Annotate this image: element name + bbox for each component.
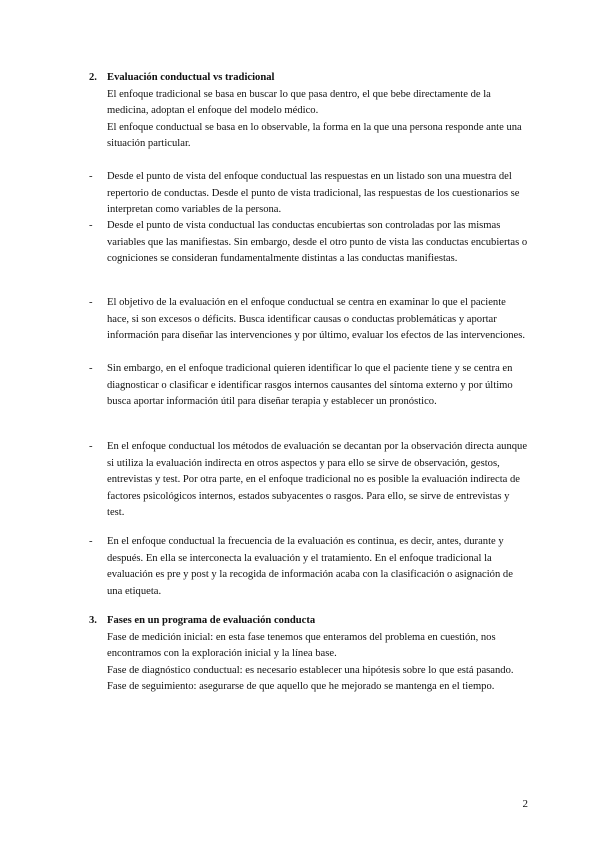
section-3-title: Fases en un programa de evaluación conducta [107,615,316,626]
section-3-heading [89,613,529,630]
bullet-text: Sin embargo, en el enfoque tradicional quieren identificar lo que el paciente tiene y se centra en diagnosticar o clasificar e identificar rasgos internos causantes del síntoma externo y por último busca aportar información útil para diseñar terapia y establecer un pronóstico. [107,363,513,408]
bullet-text: En el enfoque conductual los métodos de evaluación se decantan por la observación directa aunque si utiliza la evaluación indirecta en otros aspectos y para ello se sirve de observación, gestos, entrevistas y test. Por otra parte, en el enfoque tradicional no es posible la evaluación indirecta de factores psicológicos internos, estados subyacentes o rasgos. Para ello, se sirve de entrevistas y test. [107,441,528,519]
bullet-text: En el enfoque conductual la frecuencia de la evaluación es continua, es decir, antes, durante y después. En ella se interconecta la evaluación y el tratamiento. En el enfoque tradicional la evaluación es pre y post y la recogida de información acaba con la clasificación o asignación de una etiqueta. [107,536,513,597]
bullet-item [89,534,529,600]
section-3-number: 3. [89,615,97,626]
bullet-dash: - [89,171,93,182]
bullet-item [89,295,529,345]
section-2-number: 2. [89,72,97,83]
section-3-paragraph-3: Fase de seguimiento: asegurarse de que aquello que he mejorado se mantenga en el tiempo. [107,681,495,693]
bullet-dash: - [89,363,93,374]
bullet-dash: - [89,220,93,231]
section-2-paragraph-1: El enfoque tradicional se basa en buscar lo que pasa dentro, el que bebe directamente de la medicina, adoptan el enfoque del modelo médico. [107,88,491,117]
section-2-paragraph-2: El enfoque conductual se basa en lo observable, la forma en la que una persona responde ante una situación particular. [107,121,522,150]
section-2-heading [89,70,529,87]
bullet-text: Desde el punto de vista del enfoque conductual las respuestas en un listado son una muestra del repertorio de conductas. Desde el punto de vista tradicional, las respuestas de los cuestionarios se interpretan como variables de la persona. [107,171,520,216]
section-3 [89,613,529,696]
section-3-paragraph-1: Fase de medición inicial: en esta fase tenemos que enteramos del problema en cuestión, nos encontramos con la exploración inicial y la línea base. [107,631,496,660]
bullet-dash: - [89,297,93,308]
section-2-title: Evaluación conductual vs tradicional [107,72,275,83]
bullet-item [89,218,529,268]
bullet-item [89,169,529,219]
section-3-paragraph-2: Fase de diagnóstico conductual: es necesario establecer una hipótesis sobre lo que está pasando. [107,664,514,676]
bullet-dash: - [89,441,93,452]
bullet-text: Desde el punto de vista conductual las conductas encubiertas son controladas por las mismas variables que las manifiestas. Sin embargo, desde el otro punto de vista las conductas encubiertas o cogniciones se consideran fundamentalmente distintas a las conductas manifiestas. [107,220,528,265]
bullet-item [89,439,529,522]
bullet-text: El objetivo de la evaluación en el enfoque conductual se centra en examinar lo que el paciente hace, si son excesos o déficits. Busca identificar causas o conductas problemáticas y aportar información para diseñar las intervenciones y por último, evaluar los efectos de las intervenciones. [107,297,526,342]
section-2 [89,70,529,153]
bullet-item [89,361,529,411]
bullet-dash: - [89,536,93,547]
page-number: 2 [522,798,528,810]
